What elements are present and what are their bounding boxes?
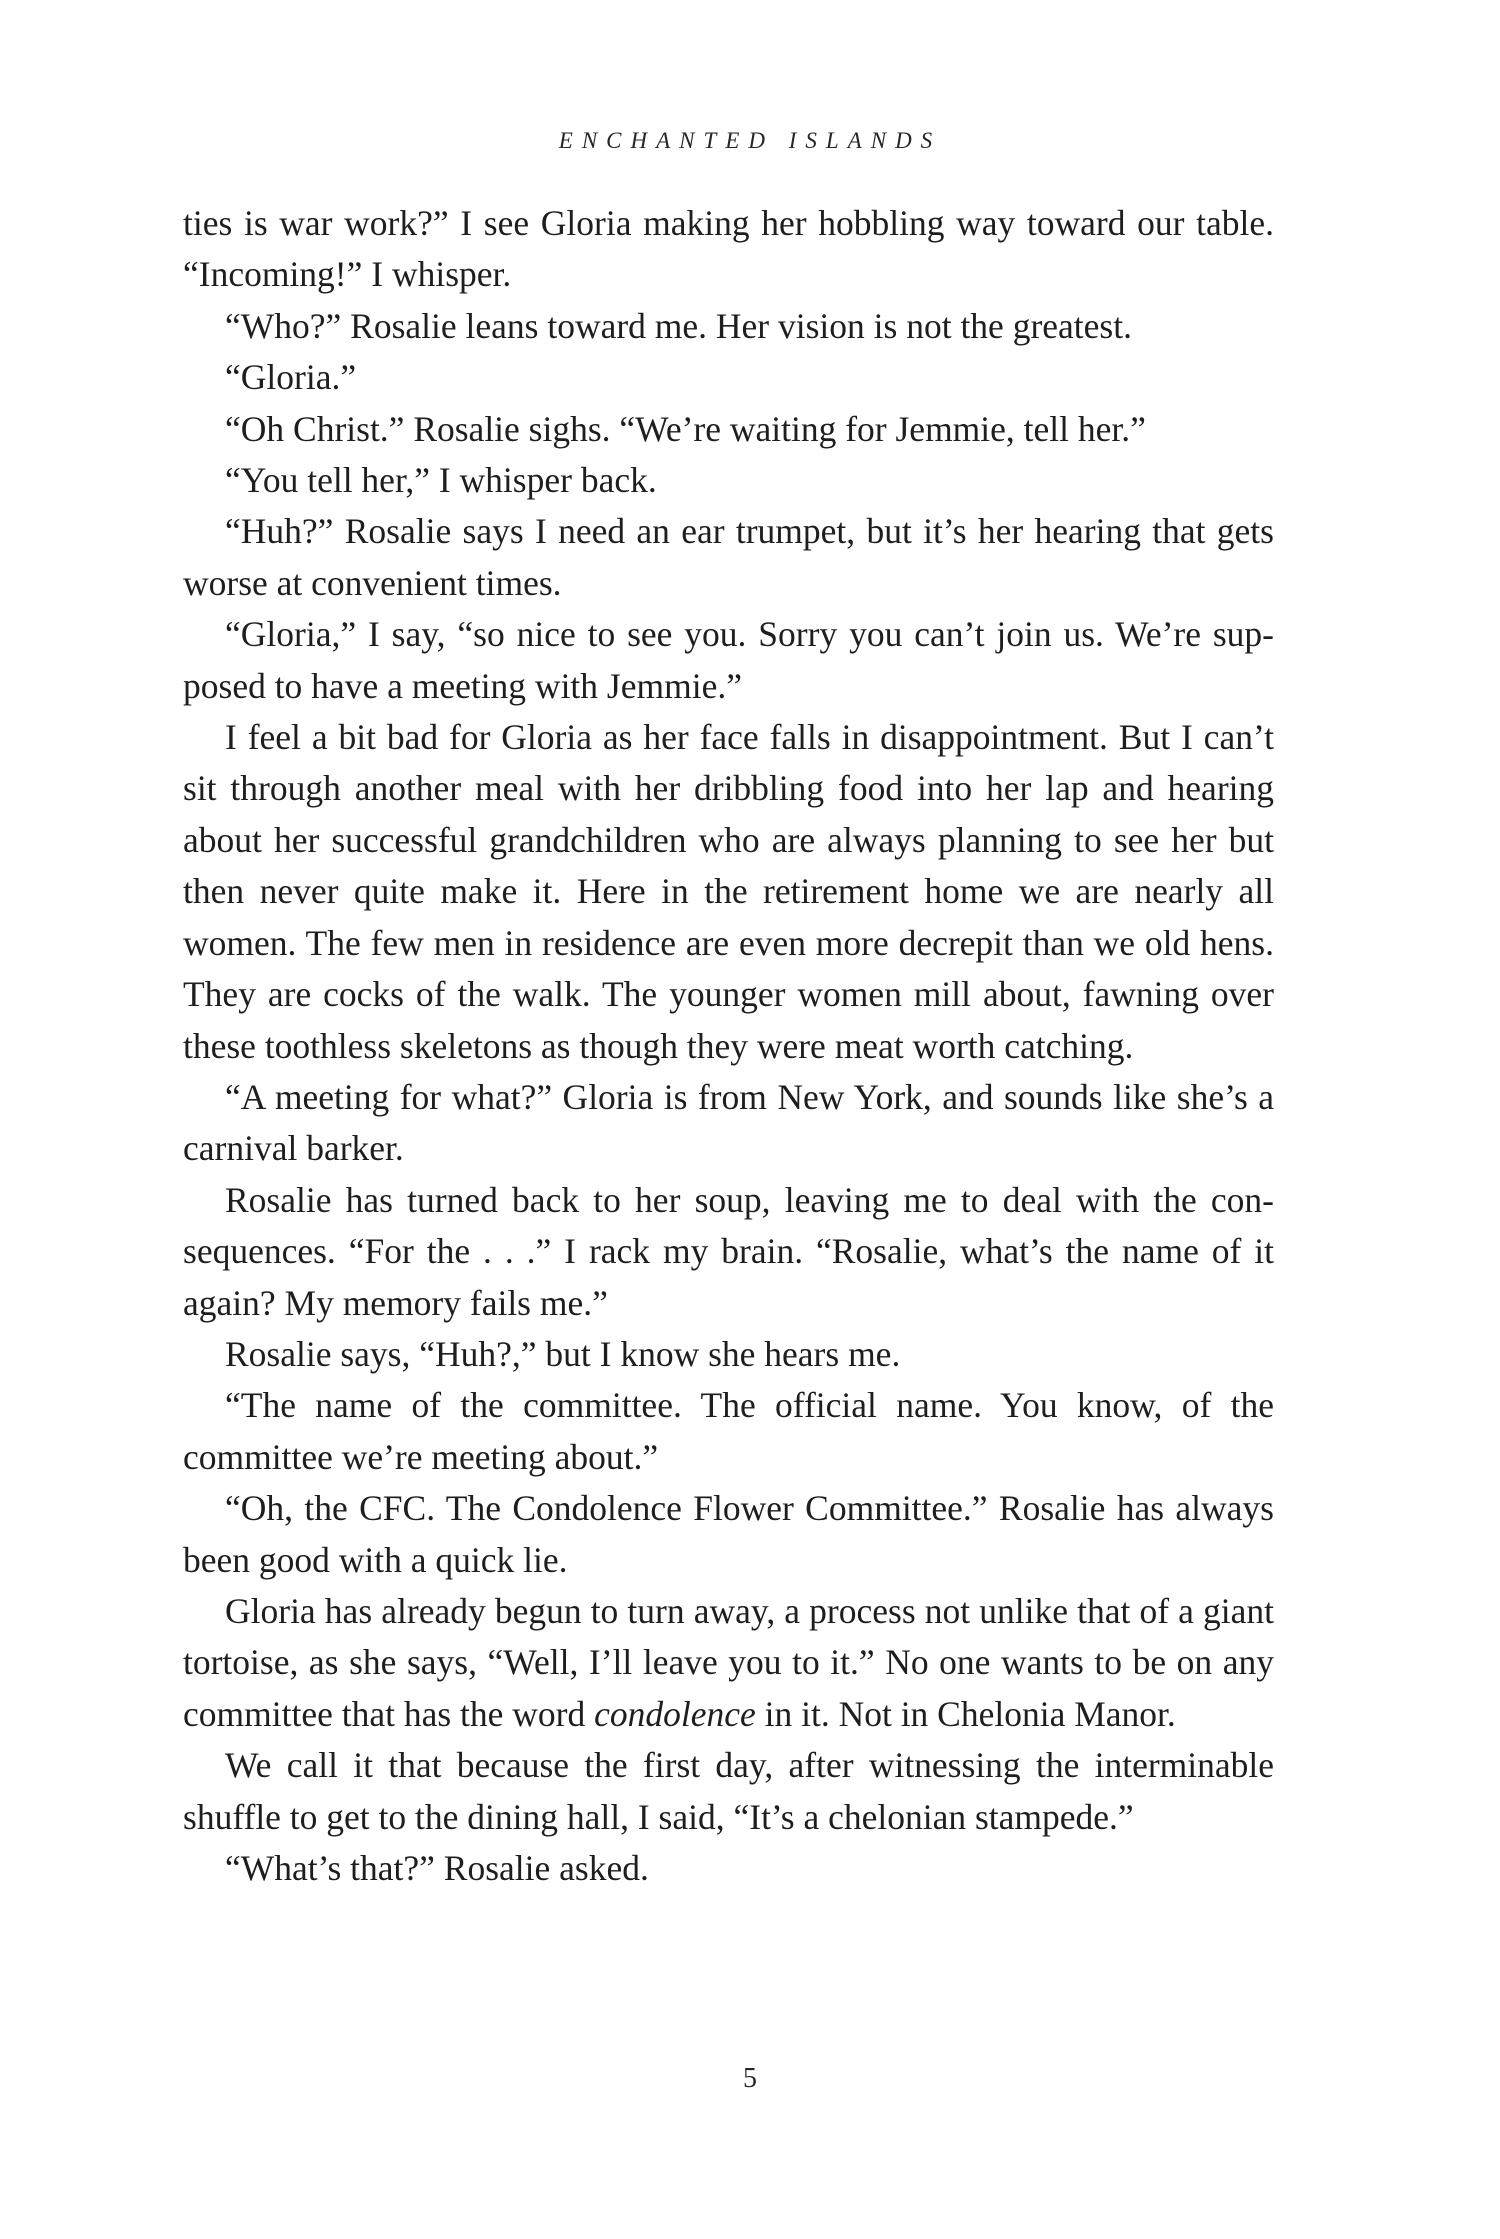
page-number: 5	[743, 2063, 757, 2094]
paragraph-14-before: Gloria has already begun to turn away, a process not unlike that of a giant tortoise, as she says, “Well, I’ll leave you to it.” No one wants to be on any committee that has the word	[183, 1590, 1274, 1734]
body-text	[183, 198, 1274, 1894]
paragraph-13: “Oh, the CFC. The Condolence Flower Committee.” Rosalie has always been good with a quick lie.	[183, 1488, 1274, 1580]
paragraph-11: Rosalie says, “Huh?,” but I know she hears me.	[225, 1333, 901, 1374]
paragraph-2: “Who?” Rosalie leans toward me. Her vision is not the greatest.	[225, 305, 1132, 346]
paragraph-8: I feel a bit bad for Gloria as her face falls in disappointment. But I can’t sit through another meal with her dribbling food into her lap and hearing about her successful grandchildren who are always planning to see her but then never quite make it. Here in the retirement home we are nearly all women. The few men in residence are even more decrepit than we old hens. They are cocks of the walk. The younger women mill about, fawning over these toothless skeletons as though they were meat worth catching.	[183, 717, 1274, 1066]
running-head: ENCHANTED ISLANDS	[558, 128, 942, 153]
paragraph-14	[183, 1586, 1274, 1740]
paragraph-16: “What’s that?” Rosalie asked.	[225, 1848, 649, 1888]
emphasis-condolence: condolence	[594, 1693, 756, 1734]
paragraph-10: Rosalie has turned back to her soup, leaving me to deal with the consequences. “For the . . .” I rack my brain. “Rosalie, what’s the name of it again? My memory fails me.”	[183, 1179, 1274, 1323]
paragraph-4: “Oh Christ.” Rosalie sighs. “We’re waiting for Jemmie, tell her.”	[225, 408, 1146, 449]
paragraph-1: ties is war work?” I see Gloria making her hobbling way toward our table. “Incoming!” I whisper.	[183, 203, 1274, 295]
paragraph-14-after: in it. Not in Chelonia Manor.	[755, 1693, 1176, 1734]
paragraph-6: “Huh?” Rosalie says I need an ear trumpet, but it’s her hearing that gets worse at convenient times.	[183, 511, 1274, 603]
paragraph-5: “You tell her,” I whisper back.	[225, 460, 657, 501]
paragraph-3: “Gloria.”	[225, 357, 357, 398]
paragraph-12: “The name of the committee. The official name. You know, of the committee we’re meeting about.”	[183, 1385, 1274, 1477]
paragraph-15: We call it that because the first day, after witnessing the interminable shuffle to get to the dining hall, I said, “It’s a chelonian stampede.”	[183, 1745, 1274, 1837]
paragraph-7: “Gloria,” I say, “so nice to see you. Sorry you can’t join us. We’re supposed to have a meeting with Jemmie.”	[183, 614, 1274, 706]
paragraph-9: “A meeting for what?” Gloria is from New York, and sounds like she’s a carnival barker.	[183, 1076, 1274, 1169]
